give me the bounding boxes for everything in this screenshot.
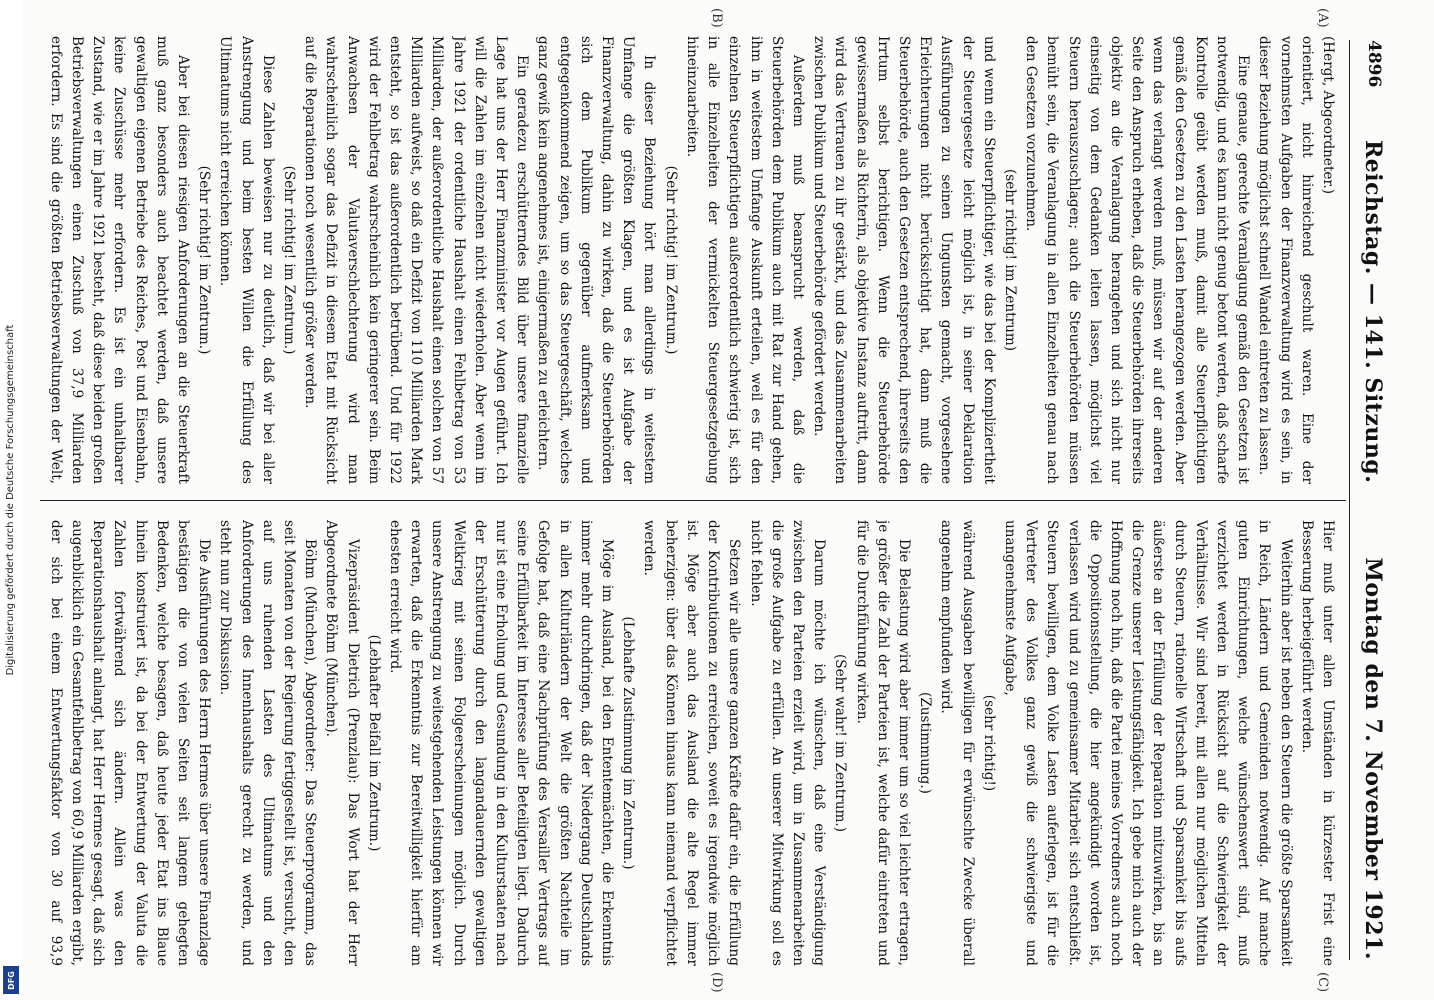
dfg-logo [3, 966, 19, 994]
paragraph: Ein geradezu erschütterndes Bild über unsere finanzielle Lage hat uns der Herr Finanzminister vor Augen geführt. Ich will die Zahlen im einzelnen nicht wiederholen. Aber wenn im Jahre 1921 der ordentliche Haushalt einen Fehlbetrag von 53 Milliarden, der außerordentliche Haushalt einen solchen von 57 Milliarden aufweist, so daß ein Defizit von 110 Milliarden Mark entsteht, so ist das außerordentlich betrübend. Und für 1922 wird der Fehlbetrag wahrscheinlich kein geringerer sein. Beim Anwachsen der Valutaverschlechterung wird man wahrscheinlich sogar das Defizit in diesem Etat mit Rücksicht auf die Reparationen noch wesentlich größer werden. [302, 36, 531, 484]
header-session: Reichstag. — 141. Sitzung. [1360, 140, 1386, 484]
digitization-footer [0, 0, 22, 1000]
paragraph: Setzen wir alle unsere ganzen Kräfte dafür ein, die Erfüllung der Kontributionen zu erreichen, soweit es irgendwie möglich ist. Möge aber auch das Ausland die alte Regel immer beherzigen: über das Können hinaus kann niemand verpflichtet werden. [641, 520, 743, 966]
paragraph: Vizepräsident Dietrich (Prenzlau): Das Wort hat der Herr Abgeordnete Böhm (München). [323, 520, 361, 966]
dfg-logo-text: DFG [6, 970, 16, 990]
paragraph: Böhm (München), Abgeordneter: Das Steuerprogramm, das seit Monaten von der Regierung fertiggestellt ist, versucht, den auf uns ruhenden Lasten des Ultimatums und den Anforderungen des Innenhaushalts gerecht zu werden, und steht nun zur Diskussion. [217, 520, 319, 966]
margin-marker-a: (A) [1315, 8, 1330, 28]
paragraph: In dieser Beziehung hört man allerdings in weitestem Umfange die größten Klagen, und es ist Aufgabe der Finanzverwaltung, dahin zu wirken, daß die Steuerbehörden sich dem Publikum gegenüber aufmerksam und entgegenkommend zeigen, um so das Steuergeschäft, welches ganz gewiß kein angenehmes ist, einigermaßen zu erleichtern. [535, 36, 658, 484]
margin-marker-c: (C) [1315, 972, 1330, 993]
paragraph: Die Ausführungen des Herrn Hermes über unsere Finanzlage bestätigen die von vielen Seiten seit langem gehegten Bedenken, welche besagen, daß heute jeder Etat ins Blaue hinein konstruiert ist, da bei der Entwertung der Valuta die Zahlen fortwährend sich ändern. Allein was den Reparationshaushalt anlangt, hat Herr Hermes gesagt, daß sich augenblicklich ein Gesamtfehlbetrag von 60,9 Milliarden ergibt, der sich bei einem Entwertungsfaktor von 30 auf 93,9 [47, 520, 213, 966]
interjection: (Sehr richtig! im Zentrum.) [281, 165, 298, 355]
paragraph: Darum möchte ich wünschen, daß eine Verständigung zwischen den Parteien erzielt wird, um in Zusammenarbeiten die große Aufgabe zu erfüllen. An unserer Mitwirkung soll es nicht fehlen. [747, 520, 828, 966]
paragraph: orientiert, nicht hinreichend geschult waren. Eine der vornehmsten Aufgaben der Finanzverwaltung wird es sein, in dieser Beziehung möglichst schnell Wandel eintreten zu lassen. [1256, 36, 1315, 484]
right-column [44, 520, 1338, 966]
paragraph: Außerdem muß beansprucht werden, daß die Steuerbehörden dem Publikum auch mit Rat zur Hand gehen, ihm in weitestem Umfange Auskunft erteilen, weil es für den einzelnen Steuerpflichtigen außerordentlich schwierig ist, sich in alle Einzelheiten der vermickelten Steuergesetzgebung hineinzuarbeiten. [683, 36, 806, 484]
interjection: (Sehr wahr! im Zentrum.) [832, 653, 849, 833]
paragraph: Diese Zahlen beweisen nur zu deutlich, daß wir bei aller Anstrengung und beim besten Willen die Erfüllung des Ultimatums nicht erreichen können. [217, 36, 276, 484]
page-number: 4896 [1364, 40, 1384, 88]
margin-marker-d: (D) [709, 972, 724, 993]
interjection: (Zustimmung.) [917, 692, 934, 794]
interjection: (Lebhafte Zustimmung im Zentrum.) [620, 616, 637, 870]
page-header [1349, 40, 1390, 960]
interjection: (Lebhafter Beifall im Zentrum.) [365, 634, 382, 852]
paragraph: während Ausgaben bewilligen für erwünschte Zwecke überall angenehm empfunden wird. [938, 520, 976, 966]
column-divider [40, 500, 1346, 501]
paragraph: Weiterhin aber ist neben den Steuern die größte Sparsamkeit in Reich, Ländern und Gemeinden notwendig. Auf manche guten Einrichtungen, welche wünschenswert sind, muß verzichtet werden in Rücksicht auf die Schwierigkeit der Verhältnisse. Wir sind bereit, mit allen nur möglichen Mitteln durch Steuern, rationelle Wirtschaft und Sparsamkeit bis aufs äußerste an der Erfüllung der Reparation mitzuwirken, bis an die Grenze unserer Leistungsfähigkeit. Ich gebe mich auch der Hoffnung noch hin, daß die Partei meines Vorredners auch noch die Oppositionsstellung, die hier angekündigt worden ist, verlassen wird und zu gemeinsamer Mitarbeit sich entschließt. Steuern bewilligen, dem Volke Lasten auferlegen, ist für die Vertreter des Volkes ganz gewiß die schwierigste und unangenehmste Aufgabe, [1001, 520, 1294, 966]
paragraph: und wenn ein Steuerpflichtiger, wie das bei der Kompliziertheit der Steuergesetze leicht möglich ist, in seiner Deklaration Ausführungen zu seinen Ungunsten gemacht, vorgesehene Erleichterungen nicht berücksichtigt hat, dann muß die Steuerbehörde, auch den Gesetzen entsprechend, ihrerseits den Irrtum selbst berichtigen. Wenn die Steuerbehörde gewissermaßen als Richterin, als objektive Instanz auftritt, dann wird das Vertrauen zu ihr gestärkt, und das Zusammenarbeiten zwischen Publikum und Steuerbehörde gefördert werden. [811, 36, 997, 484]
interjection: (Sehr richtig! im Zentrum.) [196, 165, 213, 355]
interjection: (sehr richtig!) [980, 694, 997, 792]
margin-marker-b: (B) [709, 8, 724, 28]
header-date: Montag den 7. November 1921. [1360, 557, 1386, 960]
left-column [44, 36, 1338, 484]
paragraph: Eine genaue, gerechte Veranlagung gemäß den Gesetzen ist notwendig, und es kann nicht genug betont werden, daß scharfe Kontrolle geübt werden muß, damit alle Steuerpflichtigen gemäß den Gesetzen zu den Lasten herangezogen werden. Aber wenn das verlangt werden muß, müssen wir auf der anderen Seite den Anspruch erheben, daß die Steuerbehörden ihrerseits objektiv an die Veranlagung herangehen und sich nicht nur einseitig von dem Gedanken leiten lassen, möglichst viel Steuern herauszuschlagen; auch die Steuerbehörden müssen bemüht sein, die Veranlagung in allen Einzelheiten genau nach den Gesetzen vorzunehmen. [1023, 36, 1252, 484]
paragraph: Hier muß unter allen Umständen in kürzester Frist eine Besserung herbeigeführt werden. [1298, 520, 1336, 966]
paragraph: Die Belastung wird aber immer um so viel leichter ertragen, je größer die Zahl der Parteien ist, welche dafür eintreten und für die Durchführung wirken. [853, 520, 912, 966]
interjection: (sehr richtig! im Zentrum) [1001, 168, 1018, 352]
interjection: (Sehr richtig! im Zentrum.) [662, 165, 679, 355]
speaker-line: (Hergt, Abgeordneter.) [1320, 36, 1336, 195]
paragraph: Möge im Ausland, bei den Ententemächten, die Erkenntnis immer mehr durchdringen, daß der Niedergang Deutschlands in allen Kulturländern der Welt die größten Nachteile im Gefolge hat, daß eine Nachprüfung des Versailler Vertrags auf seine Erfüllbarkeit im Interesse aller Beteiligten liegt. Dadurch nur ist eine Erholung und Gesundung in den Kulturstaaten nach der Erschütterung durch den langandauernden gewaltigen Weltkrieg mit seinen Folgeerscheinungen möglich. Durch unsere Anstrengung zu weitestgehenden Leistungen können wir erwarten, daß die Erkenntnis zur Bereitwilligkeit hierfür am ehesten erreicht wird. [387, 520, 616, 966]
paragraph: Aber bei diesen riesigen Anforderungen an die Steuerkraft muß ganz besonders auch beachtet werden, daß unsere gewaltigen eigenen Betriebe des Reiches, Post und Eisenbahn, keine Zuschüsse mehr erfordern. Es ist ein unhaltbarer Zustand, wie er im Jahre 1921 besteht, daß diese beiden großen Betriebsverwaltungen einen Zuschuß von 37,9 Milliarden erfordern. Es sind die größten Betriebsverwaltungen der Welt, [47, 36, 192, 484]
funding-note: Digitalisierung gefördert durch die Deutsche Forschungsgemeinschaft [5, 324, 16, 676]
